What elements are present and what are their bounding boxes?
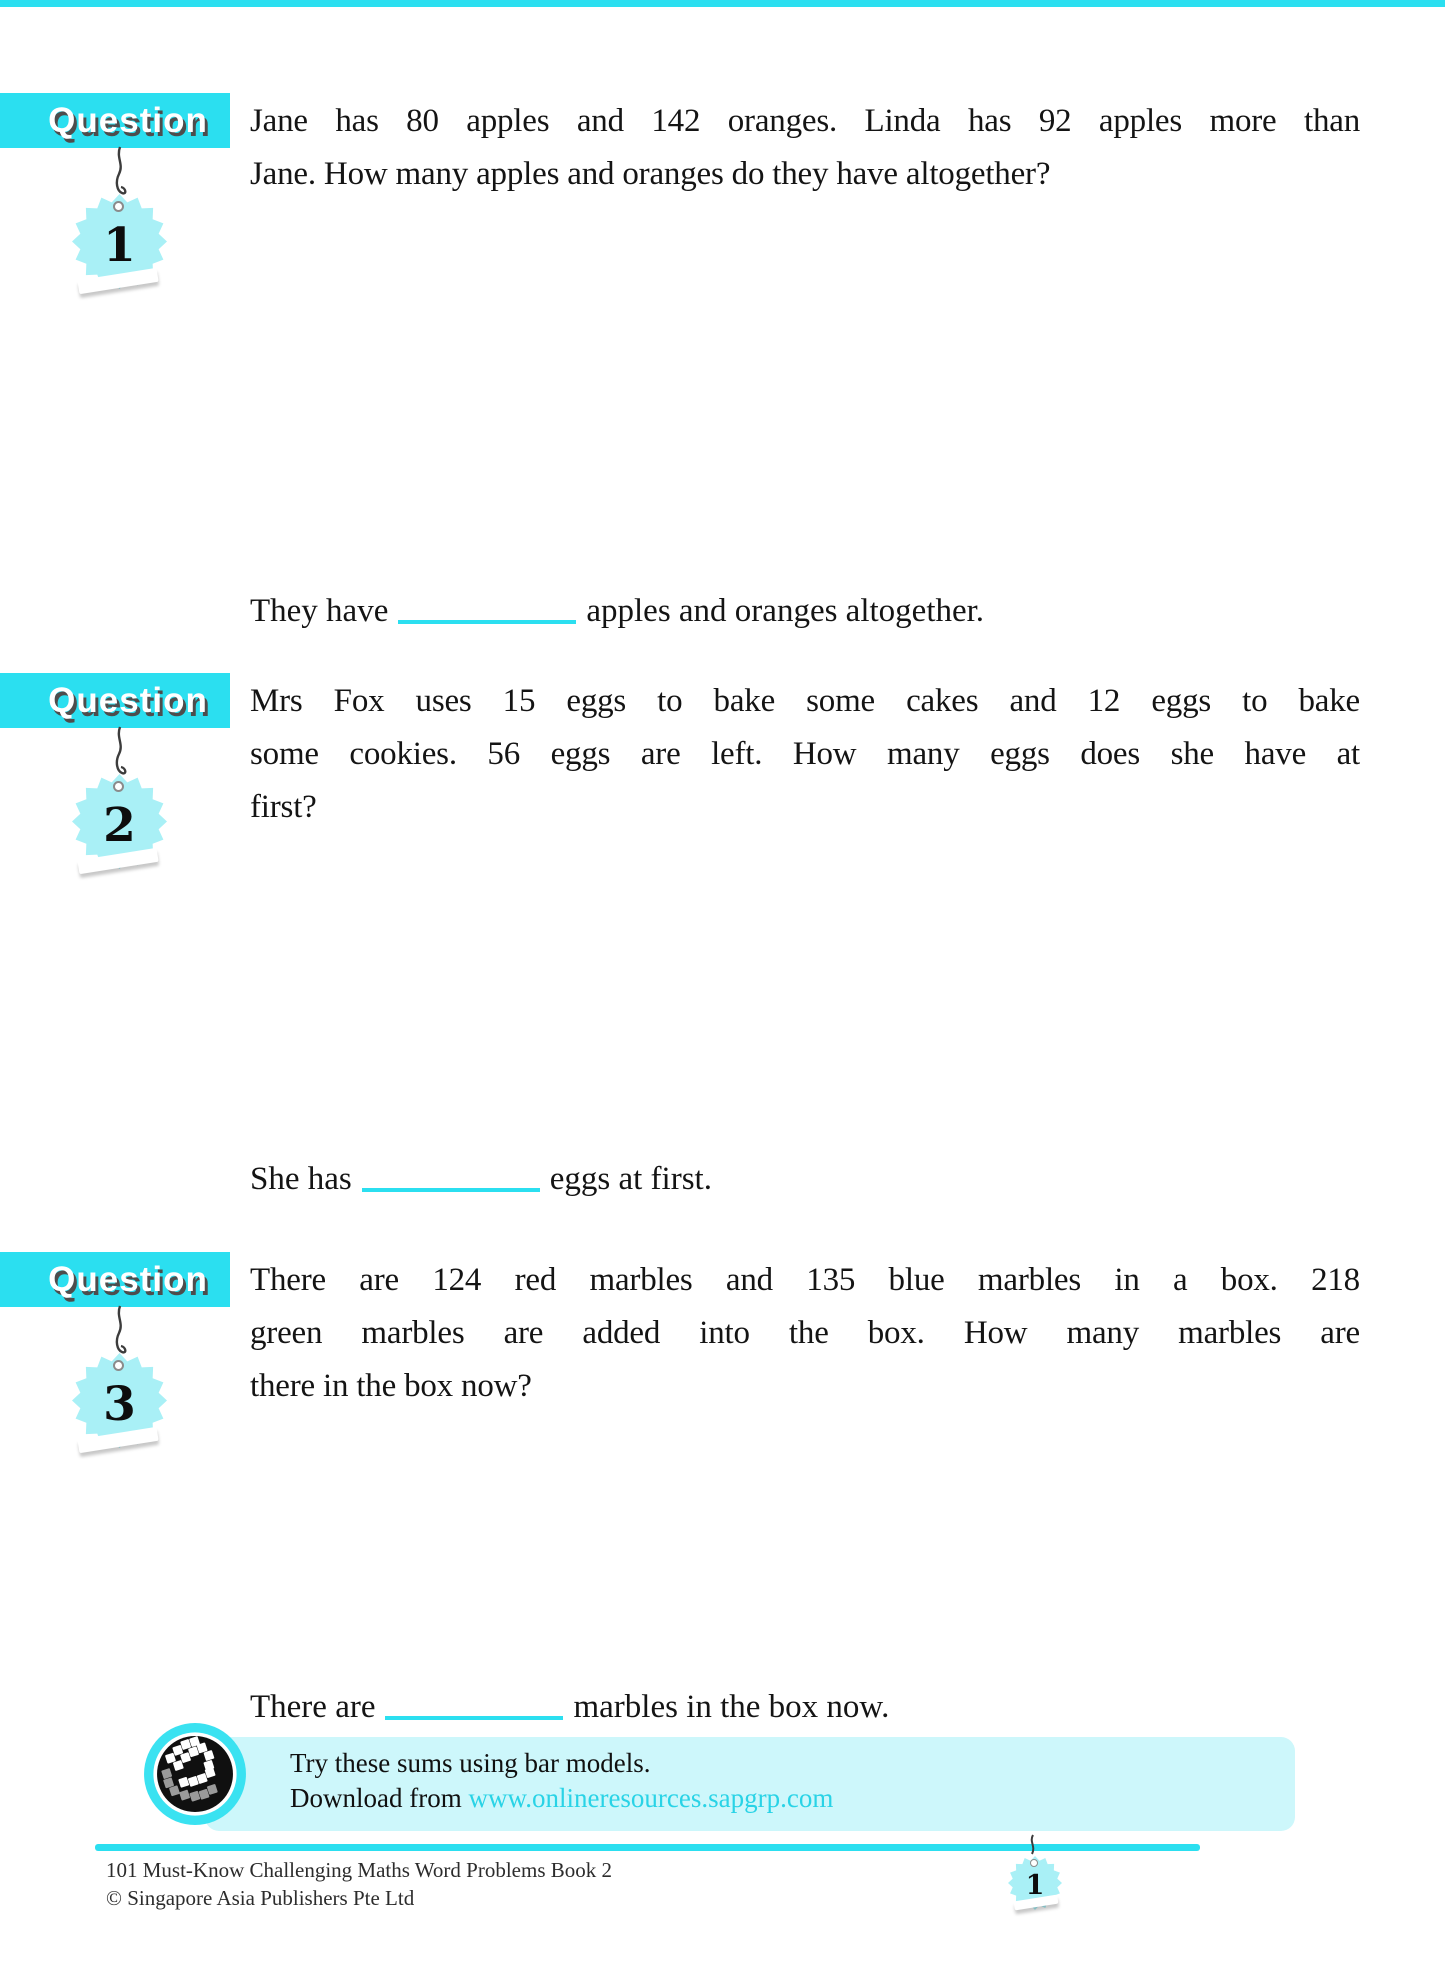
question-number-tag-1 xyxy=(70,146,170,321)
answer-suffix: apples and oranges altogether. xyxy=(586,593,985,629)
footer xyxy=(106,1856,612,1912)
question-text-line: first? xyxy=(250,789,317,825)
tag-string-icon xyxy=(108,146,132,198)
question-banner-2 xyxy=(0,673,230,728)
book-title: 101 Must-Know Challenging Maths Word Problems Book 2 xyxy=(106,1858,612,1882)
question-text-line: Jane has 80 apples and 142 oranges. Linda has 92 apples more than xyxy=(250,103,1360,139)
question-3-text xyxy=(250,1254,1360,1413)
tag-hole-icon xyxy=(113,201,124,212)
tag-hole-icon xyxy=(1030,1859,1038,1867)
answer-sentence-1 xyxy=(250,589,1360,633)
page-number: 1 xyxy=(1025,1870,1045,1901)
answer-sentence-3 xyxy=(250,1685,1360,1729)
question-text-line: there in the box now? xyxy=(250,1368,532,1404)
question-number-tag-3 xyxy=(70,1305,170,1480)
info-line-2 xyxy=(290,1781,1295,1816)
online-resources-link[interactable]: www.onlineresources.sapgrp.com xyxy=(468,1783,834,1813)
question-banner-3 xyxy=(0,1252,230,1307)
resources-info-box xyxy=(205,1737,1295,1831)
question-text-line: Jane. How many apples and oranges do they have altogether? xyxy=(250,156,1051,192)
question-banner-label: Question xyxy=(48,1259,208,1299)
answer-prefix: They have xyxy=(250,593,389,629)
question-number: 3 xyxy=(103,1377,136,1432)
answer-prefix: There are xyxy=(250,1689,376,1725)
question-number: 2 xyxy=(103,798,136,853)
tag-hole-icon xyxy=(113,781,124,792)
question-1-text xyxy=(250,95,1360,201)
question-text-line: some cookies. 56 eggs are left. How many eggs does she have at xyxy=(250,736,1360,772)
tag-string-icon xyxy=(1024,1834,1042,1858)
answer-blank[interactable] xyxy=(385,1716,563,1720)
tag-string-icon xyxy=(108,726,132,778)
download-from-text: Download from xyxy=(290,1783,469,1813)
answer-sentence-2 xyxy=(250,1157,1360,1201)
question-number: 1 xyxy=(103,218,136,273)
answer-prefix: She has xyxy=(250,1161,352,1197)
question-banner-label: Question xyxy=(48,680,208,720)
top-border xyxy=(0,0,1445,7)
answer-blank[interactable] xyxy=(362,1188,540,1192)
question-banner-label: Question xyxy=(48,100,208,140)
answer-blank[interactable] xyxy=(398,620,576,624)
page-number-tag xyxy=(1000,1834,1070,1916)
tag-string-icon xyxy=(108,1305,132,1357)
question-text-line: green marbles are added into the box. How many marbles are xyxy=(250,1315,1360,1351)
info-line-1: Try these sums using bar models. xyxy=(290,1748,651,1778)
online-resources-icon xyxy=(143,1722,247,1826)
question-number-tag-2 xyxy=(70,726,170,901)
question-banner-1 xyxy=(0,93,230,148)
answer-suffix: marbles in the box now. xyxy=(573,1689,890,1725)
question-text-line: Mrs Fox uses 15 eggs to bake some cakes and 12 eggs to bake xyxy=(250,683,1360,719)
publisher-copyright: © Singapore Asia Publishers Pte Ltd xyxy=(106,1886,415,1910)
question-text-line: There are 124 red marbles and 135 blue marbles in a box. 218 xyxy=(250,1262,1360,1298)
tag-hole-icon xyxy=(113,1360,124,1371)
answer-suffix: eggs at first. xyxy=(549,1161,712,1197)
question-2-text xyxy=(250,675,1360,834)
